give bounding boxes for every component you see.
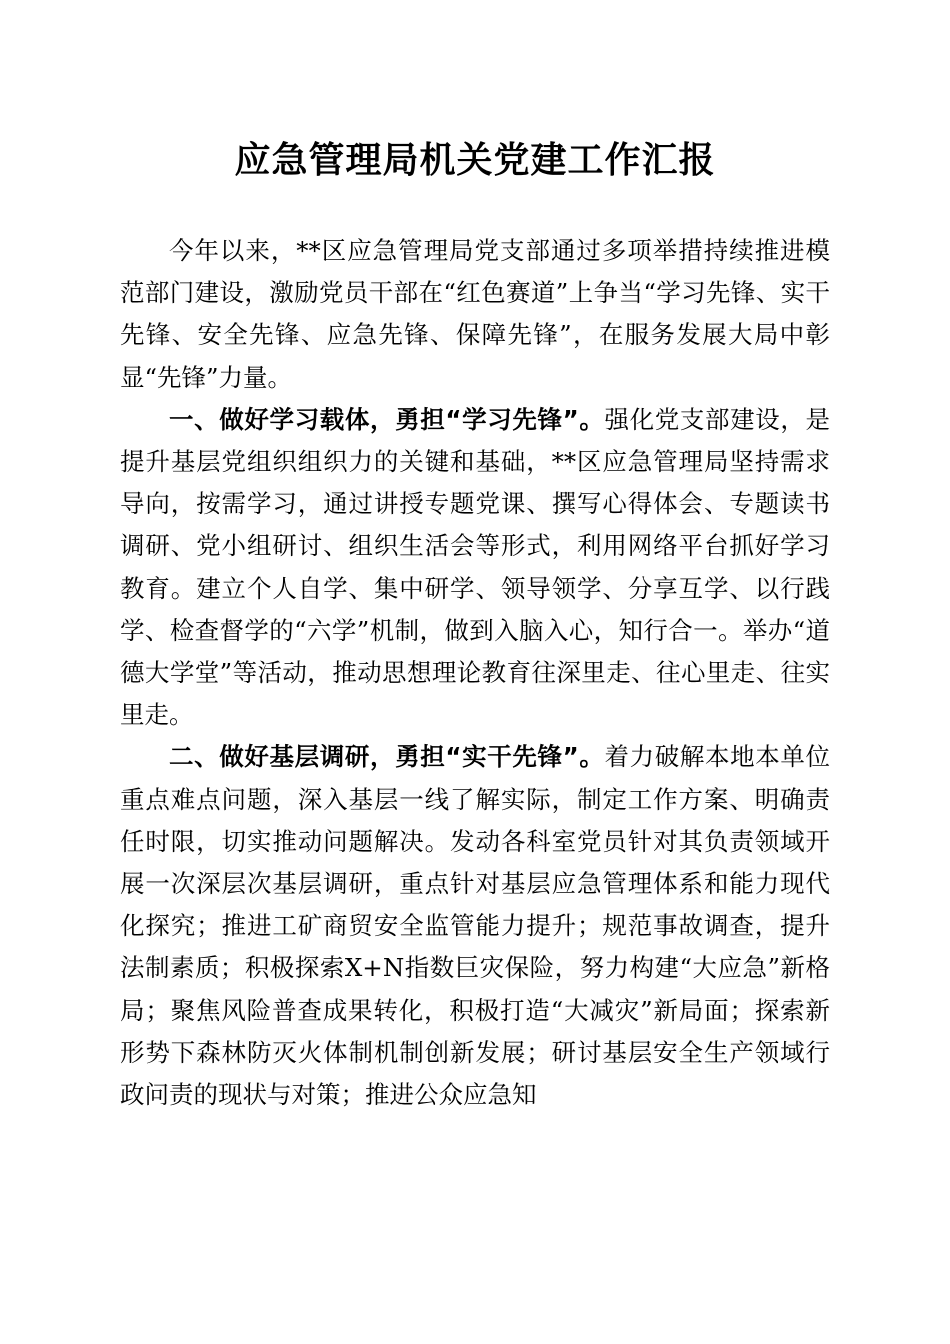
document-title: 应急管理局机关党建工作汇报: [234, 139, 716, 181]
section-2-paragraph: [120, 736, 830, 1116]
section-1-heading: 一、做好学习载体，勇担“学习先锋”。: [169, 404, 605, 434]
document-body: [120, 230, 830, 1116]
section-1-body: 强化党支部建设，是提升基层党组织组织力的关键和基础，**区应急管理局坚持需求导向，按需学习，通过讲授专题党课、撰写心得体会、专题读书调研、党小组研讨、组织生活会等形式，利用网络平台抓好学习教育。建立个人自学、集中研学、领导领学、分享互学、以行践学、检查督学的“六学”机制，做到入脑入心，知行合一。举办“道德大学堂”等活动，推动思想理论教育往深里走、往心里走、往实里走。: [120, 404, 831, 730]
section-2-body: 着力破解本地本单位重点难点问题，深入基层一线了解实际，制定工作方案、明确责任时限，切实推动问题解决。发动各科室党员针对其负责领域开展一次深层次基层调研，重点针对基层应急管理体系和能力现代化探究；推进工矿商贸安全监管能力提升；规范事故调查，提升法制素质；积极探索X+N指数巨灾保险，努力构建“大应急”新格局；聚焦风险普查成果转化，积极打造“大减灾”新局面；探索新形势下森林防灭火体制机制创新发展；研讨基层安全生产领域行政问责的现状与对策；推进公众应急知: [120, 742, 831, 1110]
intro-paragraph: 今年以来，**区应急管理局党支部通过多项举措持续推进模范部门建设，激励党员干部在“红色赛道”上争当“学习先锋、实干先锋、安全先锋、应急先锋、保障先锋”，在服务发展大局中彰显“先锋”力量。: [120, 236, 830, 392]
section-2-heading: 二、做好基层调研，勇担“实干先锋”。: [169, 742, 605, 772]
section-1-paragraph: [120, 399, 830, 737]
